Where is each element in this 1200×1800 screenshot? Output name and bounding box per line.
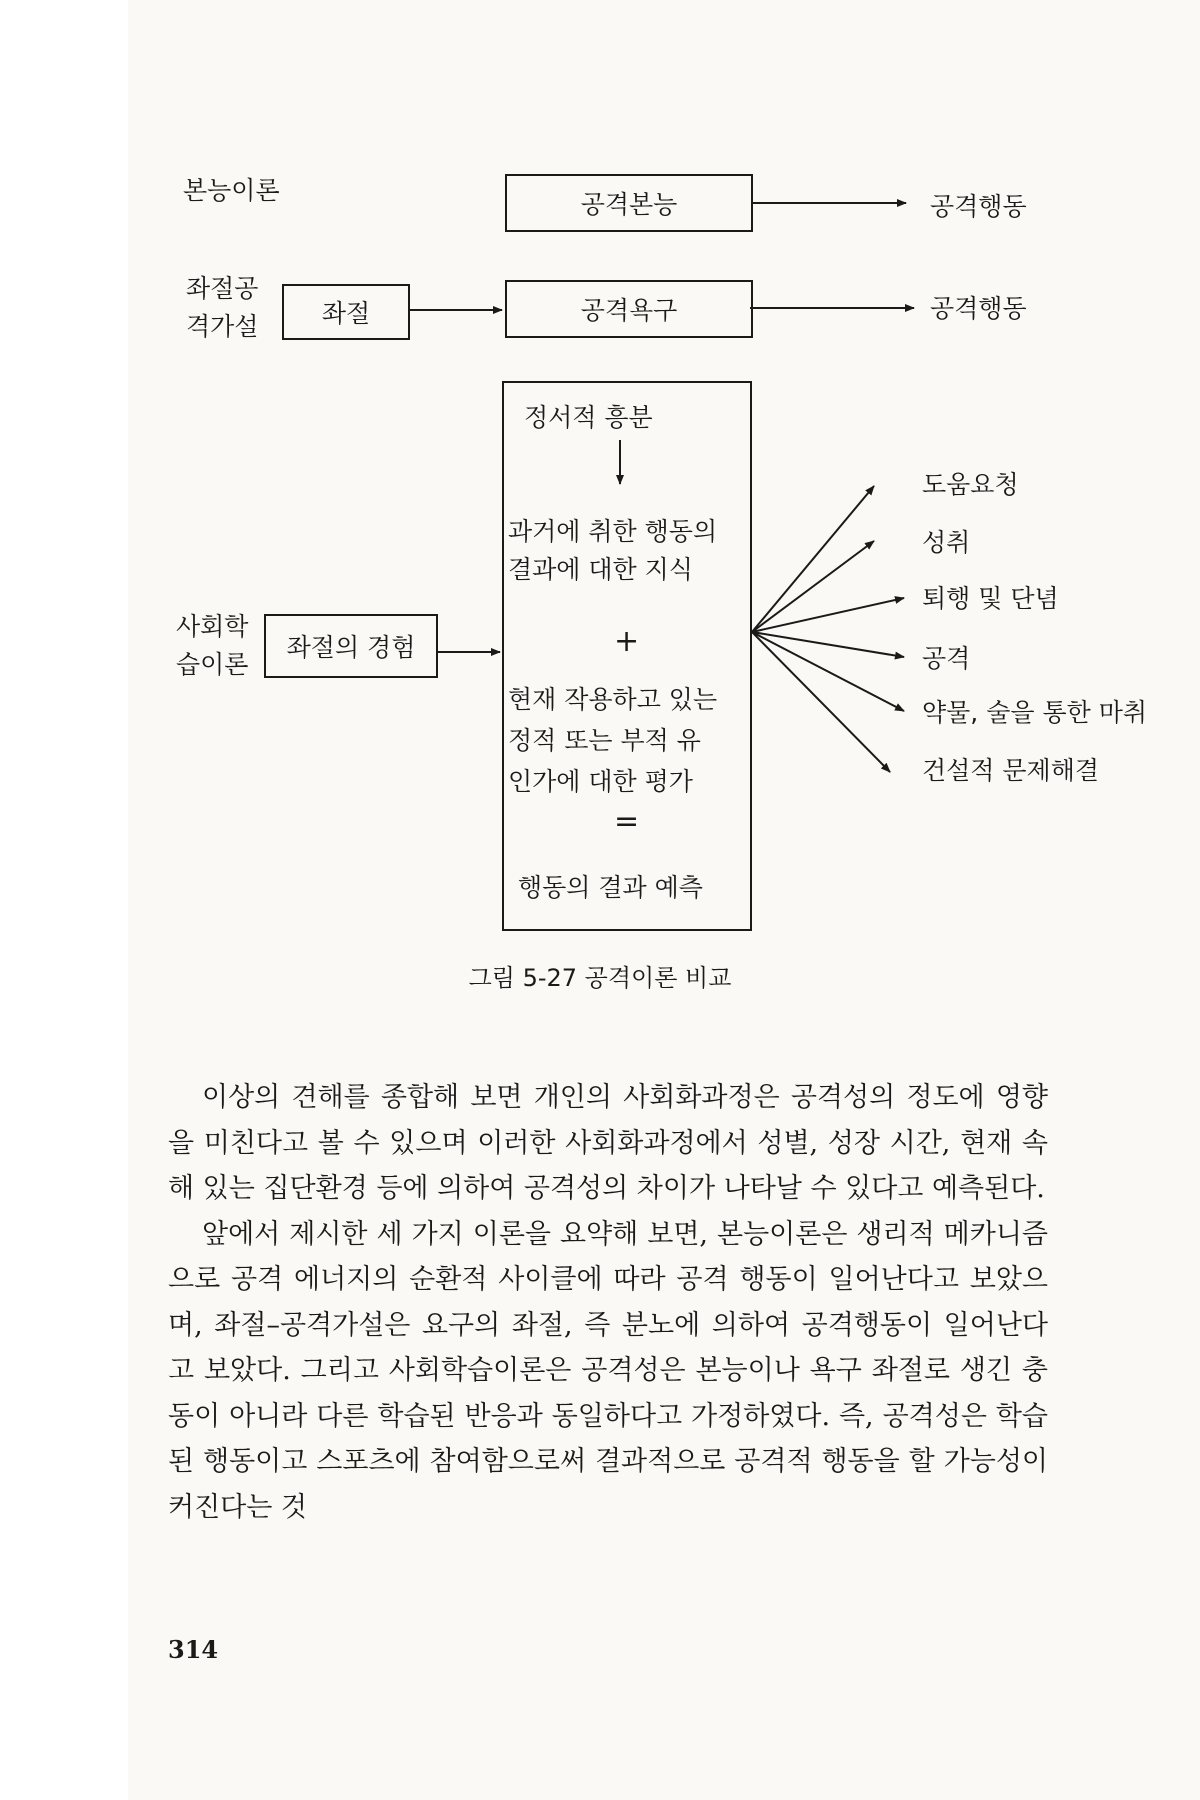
aggression-instinct-box: 공격본능	[505, 174, 753, 232]
past-knowledge-text: 과거에 취한 행동의 결과에 대한 지식	[508, 517, 718, 584]
plus-sign: +	[614, 624, 640, 659]
outcome-prediction-text: 행동의 결과 예측	[518, 873, 703, 902]
social-learning-label: 사회학 습이론	[176, 612, 249, 679]
outcome-regression: 퇴행 및 단념	[922, 584, 1059, 613]
cognitive-process-box	[502, 381, 752, 931]
frustration-experience-box: 좌절의 경험	[264, 614, 438, 678]
body-text	[168, 1075, 1048, 1530]
frustration-output-label: 공격행동	[930, 294, 1027, 323]
page-number: 314	[168, 1635, 219, 1664]
fan-line-6	[752, 632, 890, 772]
outcome-achievement: 성취	[922, 528, 971, 557]
outcome-aggression: 공격	[922, 644, 971, 673]
frustration-box: 좌절	[282, 284, 410, 340]
paragraph-1: 이상의 견해를 종합해 보면 개인의 사회화과정은 공격성의 정도에 영향을 미친다고 볼 수 있으며 이러한 사회화과정에서 성별, 성장 시간, 현재 속해 있는 집단환경 등에 의하여 공격성의 차이가 나타날 수 있다고 예측된다.	[168, 1082, 1048, 1204]
frustration-hypothesis-label: 좌절공 격가설	[186, 274, 259, 341]
emotional-arousal-text: 정서적 흥분	[524, 403, 653, 432]
instinct-theory-label: 본능이론	[183, 176, 280, 205]
current-evaluation-text: 현재 작용하고 있는 정적 또는 부적 유 인가에 대한 평가	[508, 685, 718, 796]
paragraph-2: 앞에서 제시한 세 가지 이론을 요약해 보면, 본능이론은 생리적 메카니즘으로 공격 에너지의 순환적 사이클에 따라 공격 행동이 일어난다고 보았으며, 좌절–공격가설은 요구의 좌절, 즉 분노에 의하여 공격행동이 일어난다고 보았다. 그리고 사회학습이론은 공격성은 본능이나 욕구 좌절로 생긴 충동이 아니라 다른 학습된 반응과 동일하다고 가정하였다. 즉, 공격성은 학습된 행동이고 스포츠에 참여함으로써 결과적으로 공격적 행동을 할 가능성이 커진다는 것	[168, 1218, 1048, 1523]
outcome-drug-alcohol: 약물, 술을 통한 마취	[922, 698, 1147, 727]
figure-caption: 그림 5-27 공격이론 비교	[468, 964, 732, 992]
equals-sign: =	[614, 804, 640, 839]
outcome-help-seeking: 도움요청	[922, 470, 1019, 499]
outcome-constructive: 건설적 문제해결	[922, 756, 1099, 785]
aggression-need-box: 공격욕구	[505, 280, 753, 338]
instinct-output-label: 공격행동	[930, 192, 1027, 221]
fan-line-1	[752, 486, 874, 632]
